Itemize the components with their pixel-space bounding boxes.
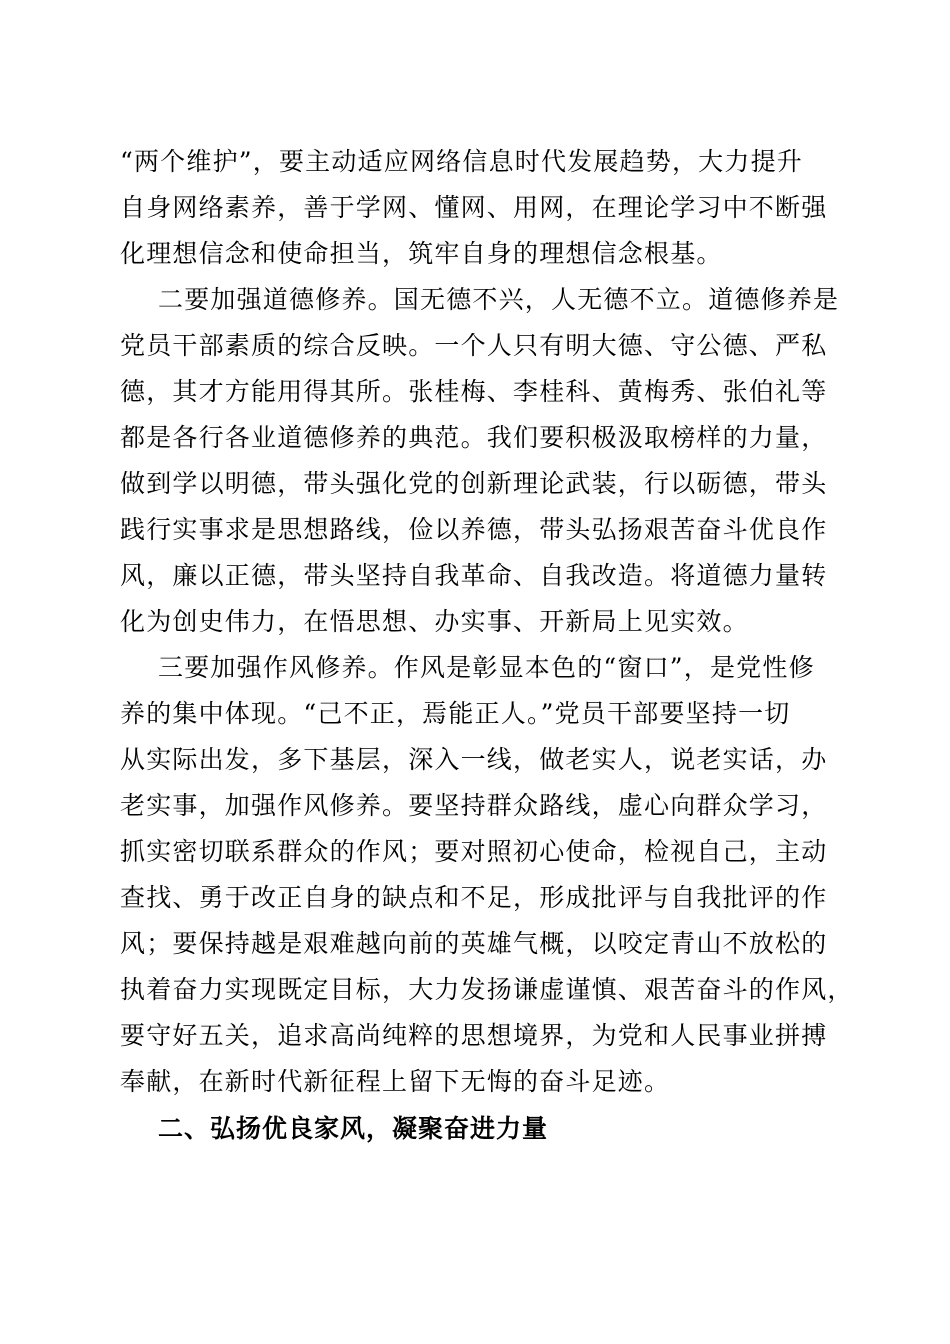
paragraph-1-line-2: 自身网络素养，善于学网、懂网、用网，在理论学习中不断强 <box>120 193 828 222</box>
paragraph-2-line-7: 风，廉以正德，带头坚持自我革命、自我改造。将道德力量转 <box>120 561 828 590</box>
paragraph-2-line-3: 德，其才方能用得其所。张桂梅、李桂科、黄梅秀、张伯礼等 <box>120 377 828 406</box>
paragraph-3-line-3: 从实际出发，多下基层，深入一线，做老实人，说老实话，办 <box>120 745 828 774</box>
paragraph-2-line-5: 做到学以明德，带头强化党的创新理论武装，行以砺德，带头 <box>120 469 828 498</box>
paragraph-2-line-2: 党员干部素质的综合反映。一个人只有明大德、守公德、严私 <box>120 331 828 360</box>
paragraph-1-line-1: “两个维护”，要主动适应网络信息时代发展趋势，大力提升 <box>120 147 803 176</box>
paragraph-2-line-8: 化为创史伟力，在悟思想、办实事、开新局上见实效。 <box>120 607 749 636</box>
paragraph-3-line-7: 风；要保持越是艰难越向前的英雄气概，以咬定青山不放松的 <box>120 929 828 958</box>
paragraph-3-line-9: 要守好五关，追求高尚纯粹的思想境界，为党和人民事业拼搏 <box>120 1021 828 1050</box>
paragraph-3-line-8: 执着奋力实现既定目标，大力发扬谦虚谨慎、艰苦奋斗的作风， <box>120 975 854 1004</box>
paragraph-3-line-5: 抓实密切联系群众的作风；要对照初心使命，检视自己，主动 <box>120 837 828 866</box>
paragraph-3-line-1: 三要加强作风修养。作风是彰显本色的“窗口”，是党性修 <box>158 653 815 682</box>
paragraph-1-line-3: 化理想信念和使命担当，筑牢自身的理想信念根基。 <box>120 239 723 268</box>
paragraph-2-line-6: 践行实事求是思想路线，俭以养德，带头弘扬艰苦奋斗优良作 <box>120 515 828 544</box>
paragraph-3-line-2: 养的集中体现。“己不正，焉能正人。”党员干部要坚持一切 <box>120 699 791 728</box>
paragraph-3-line-6: 查找、勇于改正自身的缺点和不足，形成批评与自我批评的作 <box>120 883 828 912</box>
paragraph-2-line-4: 都是各行各业道德修养的典范。我们要积极汲取榜样的力量， <box>120 423 828 452</box>
paragraph-3-line-4: 老实事，加强作风修养。要坚持群众路线，虚心向群众学习， <box>120 791 828 820</box>
paragraph-3-line-10: 奉献，在新时代新征程上留下无悔的奋斗足迹。 <box>120 1067 671 1096</box>
paragraph-2-line-1: 二要加强道德修养。国无德不兴，人无德不立。道德修养是 <box>158 285 840 314</box>
section-heading: 二、弘扬优良家风，凝聚奋进力量 <box>158 1114 549 1143</box>
